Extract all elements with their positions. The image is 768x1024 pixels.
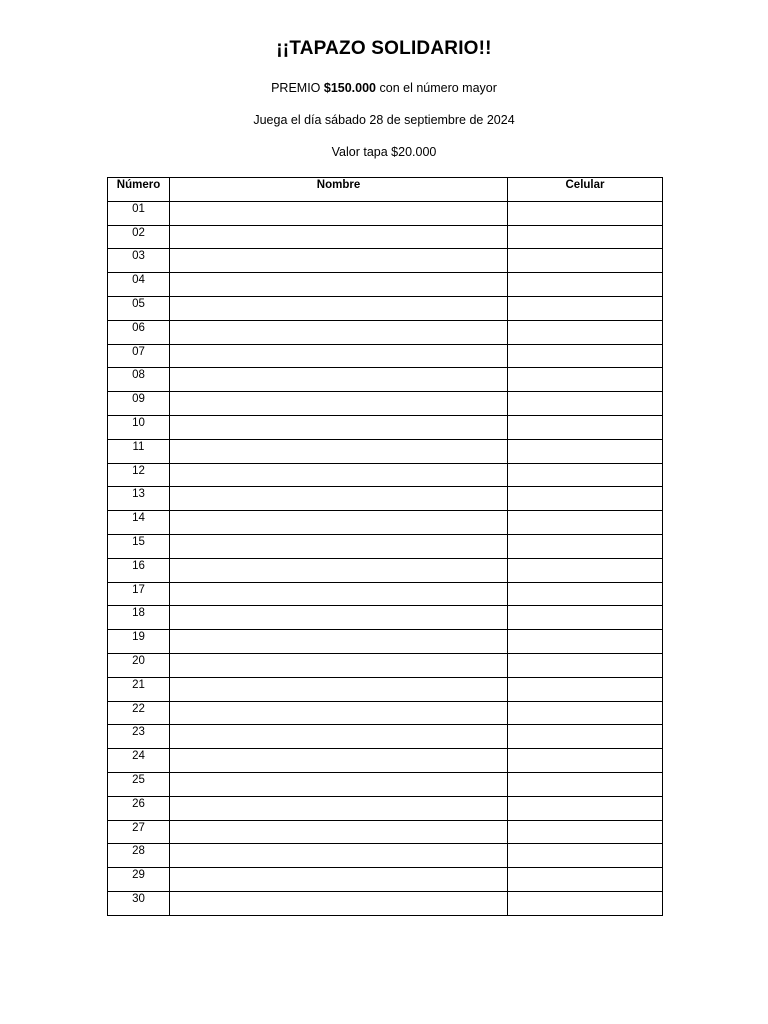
celular-cell[interactable] [508, 392, 663, 416]
numero-cell: 30 [108, 891, 170, 915]
table-row [108, 344, 663, 368]
nombre-cell[interactable] [170, 844, 508, 868]
numero-cell: 27 [108, 820, 170, 844]
nombre-cell[interactable] [170, 558, 508, 582]
numero-cell: 16 [108, 558, 170, 582]
celular-cell[interactable] [508, 725, 663, 749]
celular-cell[interactable] [508, 701, 663, 725]
table-row [108, 820, 663, 844]
nombre-cell[interactable] [170, 701, 508, 725]
prize-line [0, 81, 768, 95]
nombre-cell[interactable] [170, 487, 508, 511]
nombre-cell[interactable] [170, 796, 508, 820]
table-row [108, 534, 663, 558]
celular-cell[interactable] [508, 296, 663, 320]
celular-cell[interactable] [508, 677, 663, 701]
date-line: Juega el día sábado 28 de septiembre de 2024 [253, 113, 515, 127]
table-row [108, 439, 663, 463]
celular-cell[interactable] [508, 273, 663, 297]
nombre-cell[interactable] [170, 772, 508, 796]
numero-cell: 24 [108, 749, 170, 773]
celular-cell[interactable] [508, 749, 663, 773]
numero-cell: 29 [108, 868, 170, 892]
nombre-cell[interactable] [170, 439, 508, 463]
celular-cell[interactable] [508, 225, 663, 249]
nombre-cell[interactable] [170, 201, 508, 225]
table-row [108, 891, 663, 915]
nombre-cell[interactable] [170, 249, 508, 273]
nombre-cell[interactable] [170, 463, 508, 487]
celular-cell[interactable] [508, 558, 663, 582]
numero-cell: 14 [108, 511, 170, 535]
header-celular: Celular [508, 178, 663, 202]
celular-cell[interactable] [508, 891, 663, 915]
numero-cell: 02 [108, 225, 170, 249]
celular-cell[interactable] [508, 868, 663, 892]
numero-cell: 03 [108, 249, 170, 273]
table-row [108, 368, 663, 392]
celular-cell[interactable] [508, 368, 663, 392]
table-row [108, 201, 663, 225]
table-row [108, 249, 663, 273]
table-row [108, 868, 663, 892]
prize-prefix: PREMIO [271, 81, 324, 95]
numero-cell: 10 [108, 415, 170, 439]
numero-cell: 23 [108, 725, 170, 749]
celular-cell[interactable] [508, 320, 663, 344]
celular-cell[interactable] [508, 534, 663, 558]
celular-cell[interactable] [508, 582, 663, 606]
table-row [108, 796, 663, 820]
nombre-cell[interactable] [170, 820, 508, 844]
numero-cell: 26 [108, 796, 170, 820]
numero-cell: 09 [108, 392, 170, 416]
numero-cell: 08 [108, 368, 170, 392]
table-row [108, 630, 663, 654]
numero-cell: 01 [108, 201, 170, 225]
table-header-row [108, 178, 663, 202]
table-row [108, 653, 663, 677]
numero-cell: 22 [108, 701, 170, 725]
table-row [108, 320, 663, 344]
numero-cell: 25 [108, 772, 170, 796]
numero-cell: 15 [108, 534, 170, 558]
nombre-cell[interactable] [170, 368, 508, 392]
header-numero: Número [108, 178, 170, 202]
nombre-cell[interactable] [170, 296, 508, 320]
nombre-cell[interactable] [170, 606, 508, 630]
numero-cell: 12 [108, 463, 170, 487]
nombre-cell[interactable] [170, 630, 508, 654]
numero-cell: 19 [108, 630, 170, 654]
nombre-cell[interactable] [170, 225, 508, 249]
nombre-cell[interactable] [170, 725, 508, 749]
table-row [108, 749, 663, 773]
nombre-cell[interactable] [170, 868, 508, 892]
nombre-cell[interactable] [170, 392, 508, 416]
table-row [108, 772, 663, 796]
table-row [108, 701, 663, 725]
table-row [108, 225, 663, 249]
nombre-cell[interactable] [170, 320, 508, 344]
celular-cell[interactable] [508, 630, 663, 654]
celular-cell[interactable] [508, 344, 663, 368]
table-row [108, 273, 663, 297]
celular-cell[interactable] [508, 606, 663, 630]
value-line: Valor tapa $20.000 [331, 145, 437, 159]
celular-cell[interactable] [508, 415, 663, 439]
nombre-cell[interactable] [170, 273, 508, 297]
celular-cell[interactable] [508, 511, 663, 535]
nombre-cell[interactable] [170, 749, 508, 773]
celular-cell[interactable] [508, 201, 663, 225]
prize-suffix: con el número mayor [376, 81, 497, 95]
nombre-cell[interactable] [170, 511, 508, 535]
table-row [108, 725, 663, 749]
table-row [108, 392, 663, 416]
table-row [108, 296, 663, 320]
header-nombre: Nombre [170, 178, 508, 202]
table-row [108, 844, 663, 868]
numero-cell: 18 [108, 606, 170, 630]
celular-cell[interactable] [508, 820, 663, 844]
numero-cell: 17 [108, 582, 170, 606]
celular-cell[interactable] [508, 844, 663, 868]
celular-cell[interactable] [508, 796, 663, 820]
nombre-cell[interactable] [170, 677, 508, 701]
nombre-cell[interactable] [170, 653, 508, 677]
document-title: ¡¡TAPAZO SOLIDARIO!! [276, 38, 492, 59]
table-row [108, 463, 663, 487]
table-row [108, 582, 663, 606]
table-row [108, 677, 663, 701]
table-row [108, 487, 663, 511]
numero-cell: 06 [108, 320, 170, 344]
nombre-cell[interactable] [170, 534, 508, 558]
numero-cell: 07 [108, 344, 170, 368]
celular-cell[interactable] [508, 772, 663, 796]
nombre-cell[interactable] [170, 891, 508, 915]
numero-cell: 28 [108, 844, 170, 868]
table-row [108, 606, 663, 630]
celular-cell[interactable] [508, 439, 663, 463]
numero-cell: 21 [108, 677, 170, 701]
celular-cell[interactable] [508, 463, 663, 487]
table-row [108, 415, 663, 439]
numero-cell: 20 [108, 653, 170, 677]
prize-amount: $150.000 [323, 81, 377, 95]
nombre-cell[interactable] [170, 582, 508, 606]
numero-cell: 04 [108, 273, 170, 297]
table-row [108, 558, 663, 582]
celular-cell[interactable] [508, 487, 663, 511]
numero-cell: 05 [108, 296, 170, 320]
numero-cell: 11 [108, 439, 170, 463]
table-row [108, 511, 663, 535]
raffle-table [107, 177, 663, 916]
celular-cell[interactable] [508, 653, 663, 677]
numero-cell: 13 [108, 487, 170, 511]
nombre-cell[interactable] [170, 344, 508, 368]
celular-cell[interactable] [508, 249, 663, 273]
nombre-cell[interactable] [170, 415, 508, 439]
